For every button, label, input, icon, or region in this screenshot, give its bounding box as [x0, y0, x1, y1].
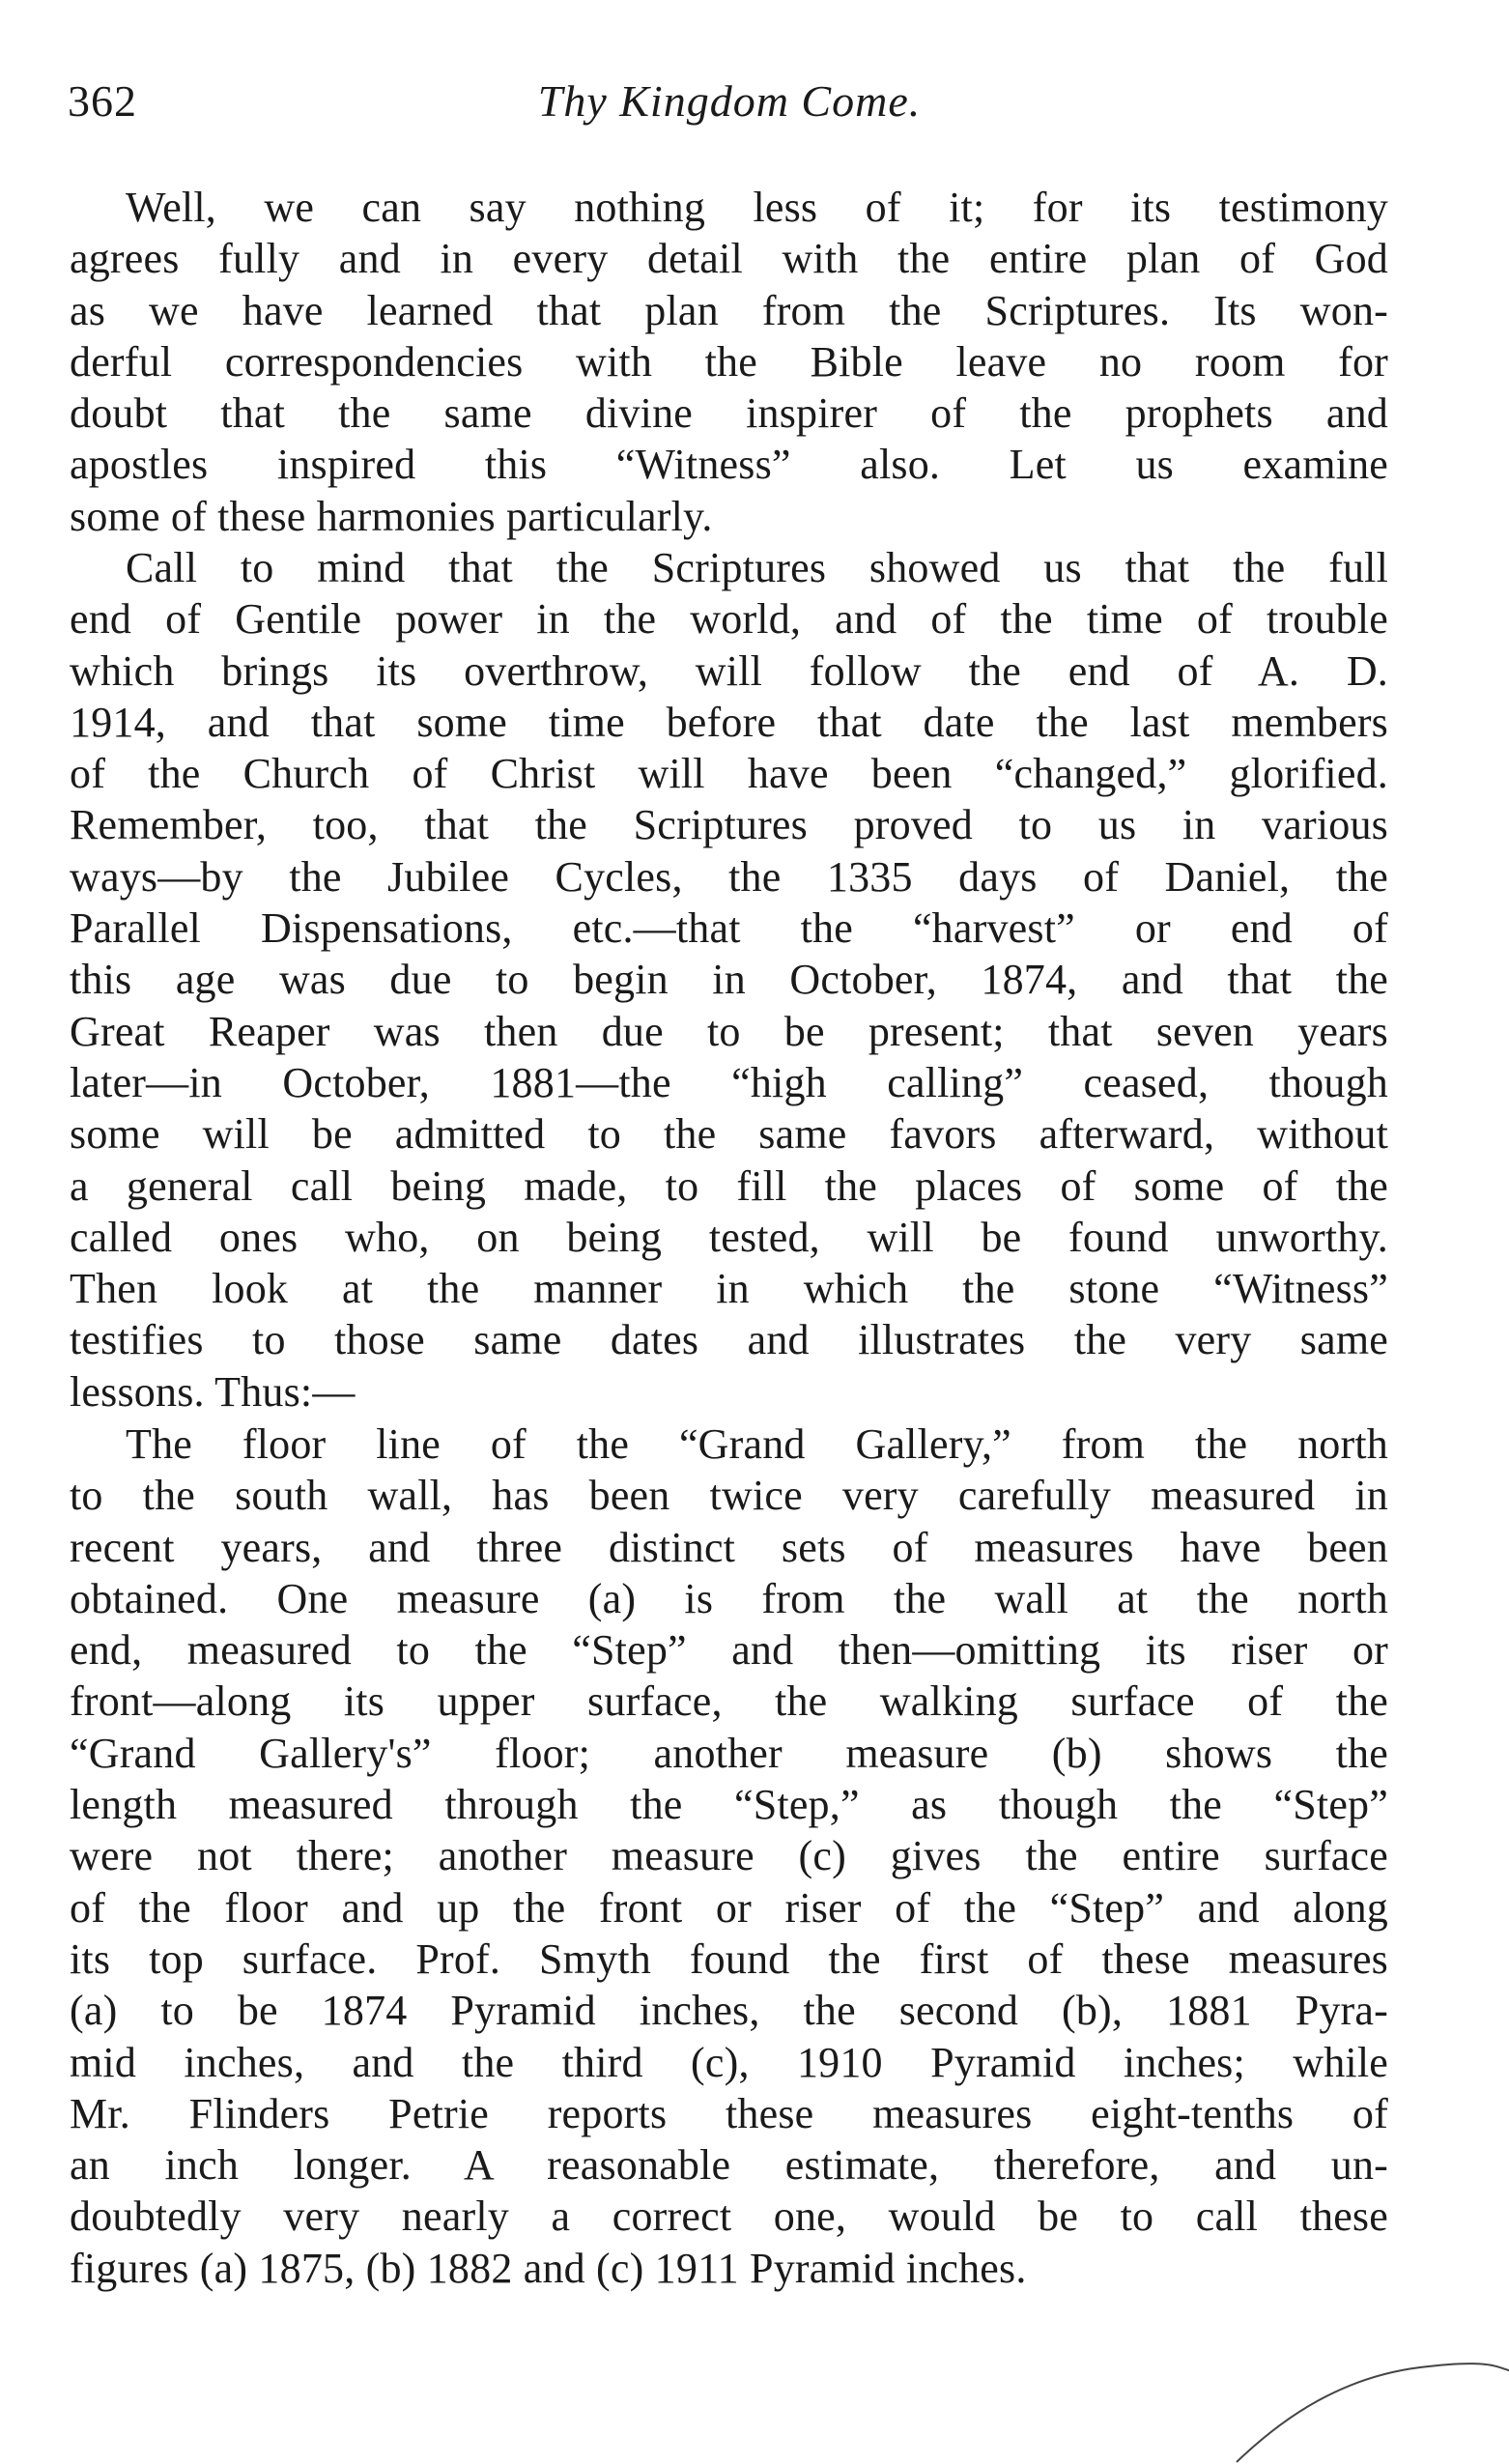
text-line: end, measured to the “Step” and then—omitting its riser or: [70, 1626, 1388, 1675]
text-line: front—along its upper surface, the walking surface of the: [70, 1677, 1388, 1726]
paragraph-1: [70, 182, 1388, 542]
text-line: Great Reaper was then due to be present; that seven years: [70, 1007, 1388, 1055]
text-line: its top surface. Prof. Smyth found the first of these measures: [70, 1934, 1388, 1983]
text-line: end of Gentile power in the world, and of the time of trouble: [70, 595, 1388, 644]
text-line: a general call being made, to fill the places of some of the: [70, 1161, 1388, 1210]
text-line: an inch longer. A reasonable estimate, therefore, and un-: [70, 2141, 1388, 2190]
text-line: agrees fully and in every detail with the entire plan of God: [70, 235, 1388, 283]
text-line: called ones who, on being tested, will be found unworthy.: [70, 1213, 1388, 1261]
text-line: 1914, and that some time before that date the last members: [70, 698, 1388, 746]
text-line: length measured through the “Step,” as though the “Step”: [70, 1781, 1388, 1829]
text-line: figures (a) 1875, (b) 1882 and (c) 1911 Pyramid inches.: [70, 2244, 1027, 2292]
text-line: “Grand Gallery's” floor; another measure (b) shows the: [70, 1729, 1388, 1777]
text-line: later—in October, 1881—the “high calling” ceased, though: [70, 1058, 1388, 1106]
text-line: Parallel Dispensations, etc.—that the “harvest” or end of: [70, 904, 1388, 953]
text-line: to the south wall, has been twice very carefully measured in: [70, 1472, 1388, 1520]
running-title: Thy Kingdom Come.: [537, 76, 922, 126]
text-line: Then look at the manner in which the stone “Witness”: [70, 1265, 1388, 1313]
text-line: this age was due to begin in October, 1874, and that the: [70, 956, 1388, 1004]
text-line: mid inches, and the third (c), 1910 Pyramid inches; while: [70, 2038, 1388, 2086]
page-number: 362: [68, 76, 137, 126]
text-line: as we have learned that plan from the Scriptures. Its won-: [70, 286, 1388, 334]
paragraph-2: [70, 542, 1388, 1418]
text-line: were not there; another measure (c) gives the entire surface: [70, 1832, 1388, 1880]
page-header: [68, 75, 1391, 133]
text-line: ways—by the Jubilee Cycles, the 1335 days of Daniel, the: [70, 852, 1388, 901]
text-line: lessons. Thus:—: [70, 1367, 356, 1416]
text-line: doubt that the same divine inspirer of the prophets and: [70, 389, 1388, 438]
text-line: which brings its overthrow, will follow the end of A. D.: [70, 646, 1388, 695]
text-line: doubtedly very nearly a correct one, would be to call these: [70, 2192, 1388, 2241]
text-line: some will be admitted to the same favors afterward, without: [70, 1110, 1388, 1159]
text-line: recent years, and three distinct sets of measures have been: [70, 1523, 1388, 1571]
text-line: (a) to be 1874 Pyramid inches, the second (b), 1881 Pyra-: [70, 1987, 1388, 2035]
text-line: The floor line of the “Grand Gallery,” from the north: [126, 1420, 1388, 1468]
text-line: testifies to those same dates and illustrates the very same: [70, 1316, 1388, 1364]
text-line: obtained. One measure (a) is from the wall at the north: [70, 1574, 1388, 1622]
text-line: Well, we can say nothing less of it; for its testimony: [126, 184, 1388, 231]
text-line: apostles inspired this “Witness” also. Let us examine: [70, 441, 1388, 489]
text-line: of the Church of Christ will have been “changed,” glorified.: [70, 750, 1388, 798]
stray-pen-mark: [1227, 2348, 1509, 2464]
text-line: Call to mind that the Scriptures showed us that the full: [126, 544, 1388, 591]
text-line: derful correspondencies with the Bible leave no room for: [70, 337, 1388, 386]
text-line: of the floor and up the front or riser of the “Step” and along: [70, 1883, 1388, 1932]
text-line: some of these harmonies particularly.: [70, 492, 713, 540]
text-line: Remember, too, that the Scriptures proved to us in various: [70, 801, 1388, 849]
text-line: Mr. Flinders Petrie reports these measures eight-tenths of: [70, 2089, 1388, 2137]
paragraph-3: [70, 1418, 1388, 2294]
